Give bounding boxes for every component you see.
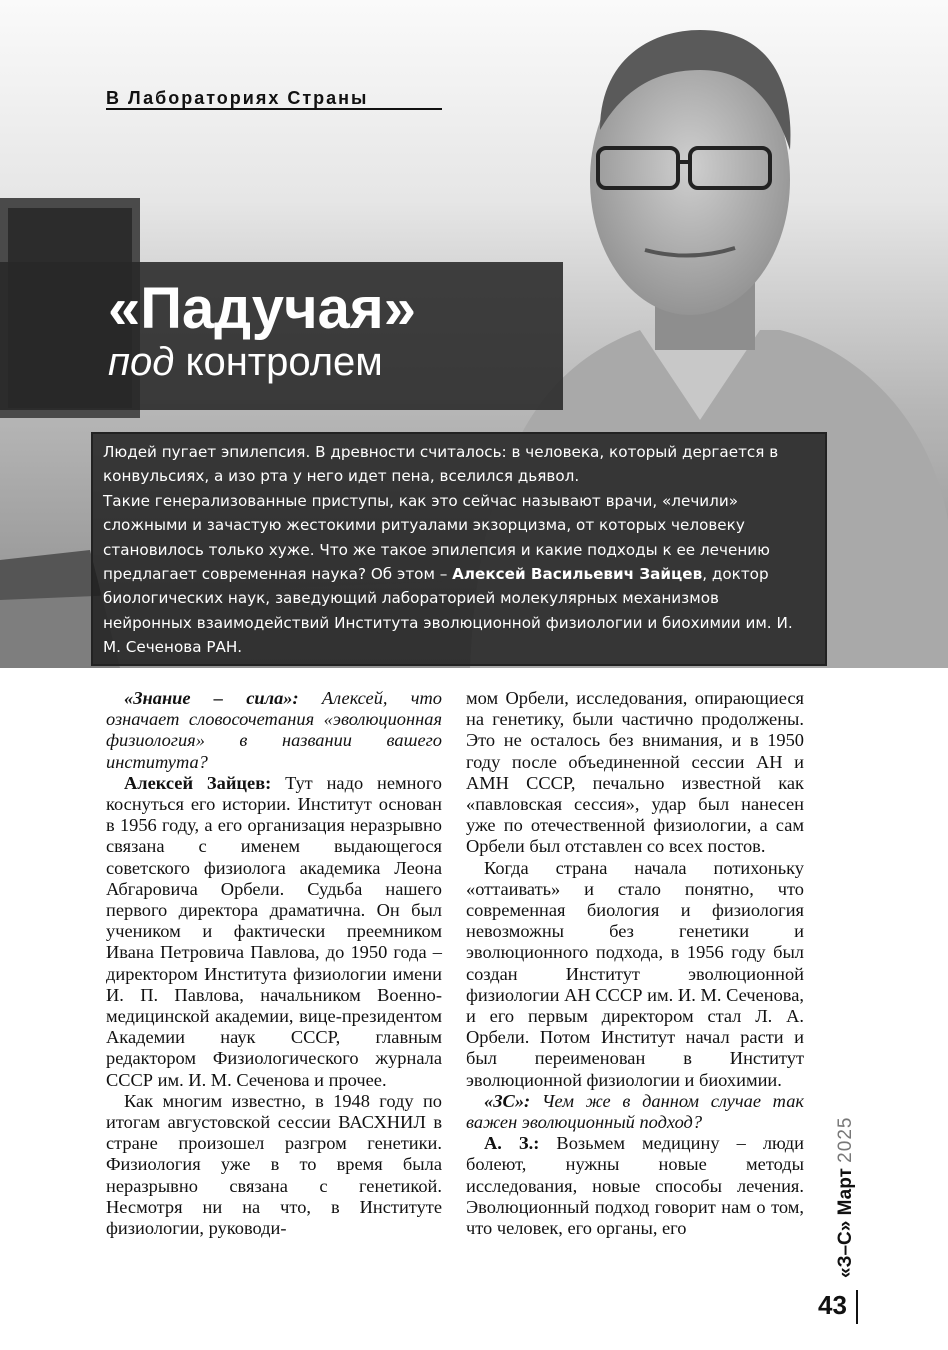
article-subtitle: [108, 340, 383, 385]
question-1-speaker: «Знание – сила»:: [124, 688, 299, 708]
question-2: [466, 1091, 804, 1133]
lead-paragraph-2: [103, 489, 803, 660]
article-title: «Падучая»: [108, 276, 417, 341]
answer-1: [106, 773, 442, 1091]
answer-1-text: Тут надо немного коснуться его истории. Институт основан в 1956 году, а его организация неразрывно связана с именем выдающегося советского физиолога академика Леона Абгаровича Орбели. Судьба нашего первого директора драматична. Он был учеником и фактически преемником Ивана Петровича Павлова, до 1950 года – директором Института физиологии имени И. П. Павлова, начальником Военно-медицинской академии, вице-президентом Академии наук СССР, главным редактором Физиологического журнала СССР им. И. М. Сеченова и прочее.: [106, 772, 442, 1090]
answer-2: [466, 1133, 804, 1239]
paragraph-2-continued: мом Орбели, исследования, опирающиеся на генетику, были частично продолжены. Это не осталось без внимания, и в 1950 году после объединенной сессии АН и АМН СССР, печально известной как «павловская сессия», удар был нанесен уже по отечественной физиологии, а сам Орбели был отставлен со всех постов.: [466, 688, 804, 857]
question-2-text: Чем же в данном случае так важен эволюционный подход?: [466, 1090, 804, 1133]
lead-text-a: Такие генерализованные приступы, как это сейчас называют врачи, «лечили» сложными и зачастую жестокими ритуалами экзорцизма, от которых человеку становилось только хуже. Что же такое эпилепсия и какие подходы к ее лечению предлагает современная наука? Об этом –: [103, 491, 770, 584]
issue-year: 2025: [835, 1116, 856, 1163]
page-number: 43: [818, 1290, 847, 1320]
issue-info: [835, 1117, 857, 1278]
subtitle-rest: контролем: [185, 340, 383, 384]
article-column-1: [106, 688, 442, 1239]
question-2-speaker: «ЗС»:: [484, 1090, 531, 1111]
answer-2-text: Возьмем медицину – люди болеют, нужны новые методы исследования, новые способы лечения. Эволюционный подход говорит нам о том, что человек, его органы, его: [466, 1133, 805, 1239]
page-number-rule: [856, 1290, 858, 1324]
lead-author-name: Алексей Васильевич Зайцев: [452, 565, 703, 584]
section-divider: [106, 108, 442, 110]
answer-2-speaker: А. З.:: [484, 1133, 540, 1154]
question-1-text: Алексей, что означает словосочетания «эволюционная физиология» в названии вашего института?: [106, 688, 442, 772]
lead-text: [103, 440, 803, 660]
subtitle-italic: под: [108, 340, 175, 384]
magazine-name: «З–С»: [835, 1220, 856, 1278]
section-label: В Лабораториях Страны: [106, 88, 369, 108]
question-1: [106, 688, 442, 773]
answer-1-speaker: Алексей Зайцев:: [124, 772, 272, 793]
paragraph-2: Как многим известно, в 1948 году по итогам августовской сессии ВАСХНИЛ в стране произошел разгром генетики. Физиология уже в то время была неразрывно связана с генетикой. Несмотря ни на что, в Институте физиологии, руководи-: [106, 1090, 442, 1239]
article-column-2: [466, 688, 804, 1239]
lead-paragraph-1: Людей пугает эпилепсия. В древности считалось: в человека, который дергается в конвульсиях, а изо рта у него идет пена, вселился дьявол.: [103, 443, 779, 486]
lead-text-b: , доктор биологических наук, заведующий лабораторией молекулярных механизмов нейронных взаимодействий Института эволюционной физиологии и биохимии им. И. М. Сеченова РАН.: [103, 565, 793, 657]
issue-month: Март: [835, 1168, 856, 1216]
paragraph-3: Когда страна начала потихоньку «оттаивать» и стало понятно, что современная биология и физиология невозможны без генетики и эволюционного подхода, в 1956 году был создан Институт эволюционной физиологии АН СССР им. И. М. Сеченова, и его первым директором стал Л. А. Орбели. Потом Институт начал расти и был переименован в Институт эволюционной физиологии и биохимии.: [466, 857, 804, 1090]
